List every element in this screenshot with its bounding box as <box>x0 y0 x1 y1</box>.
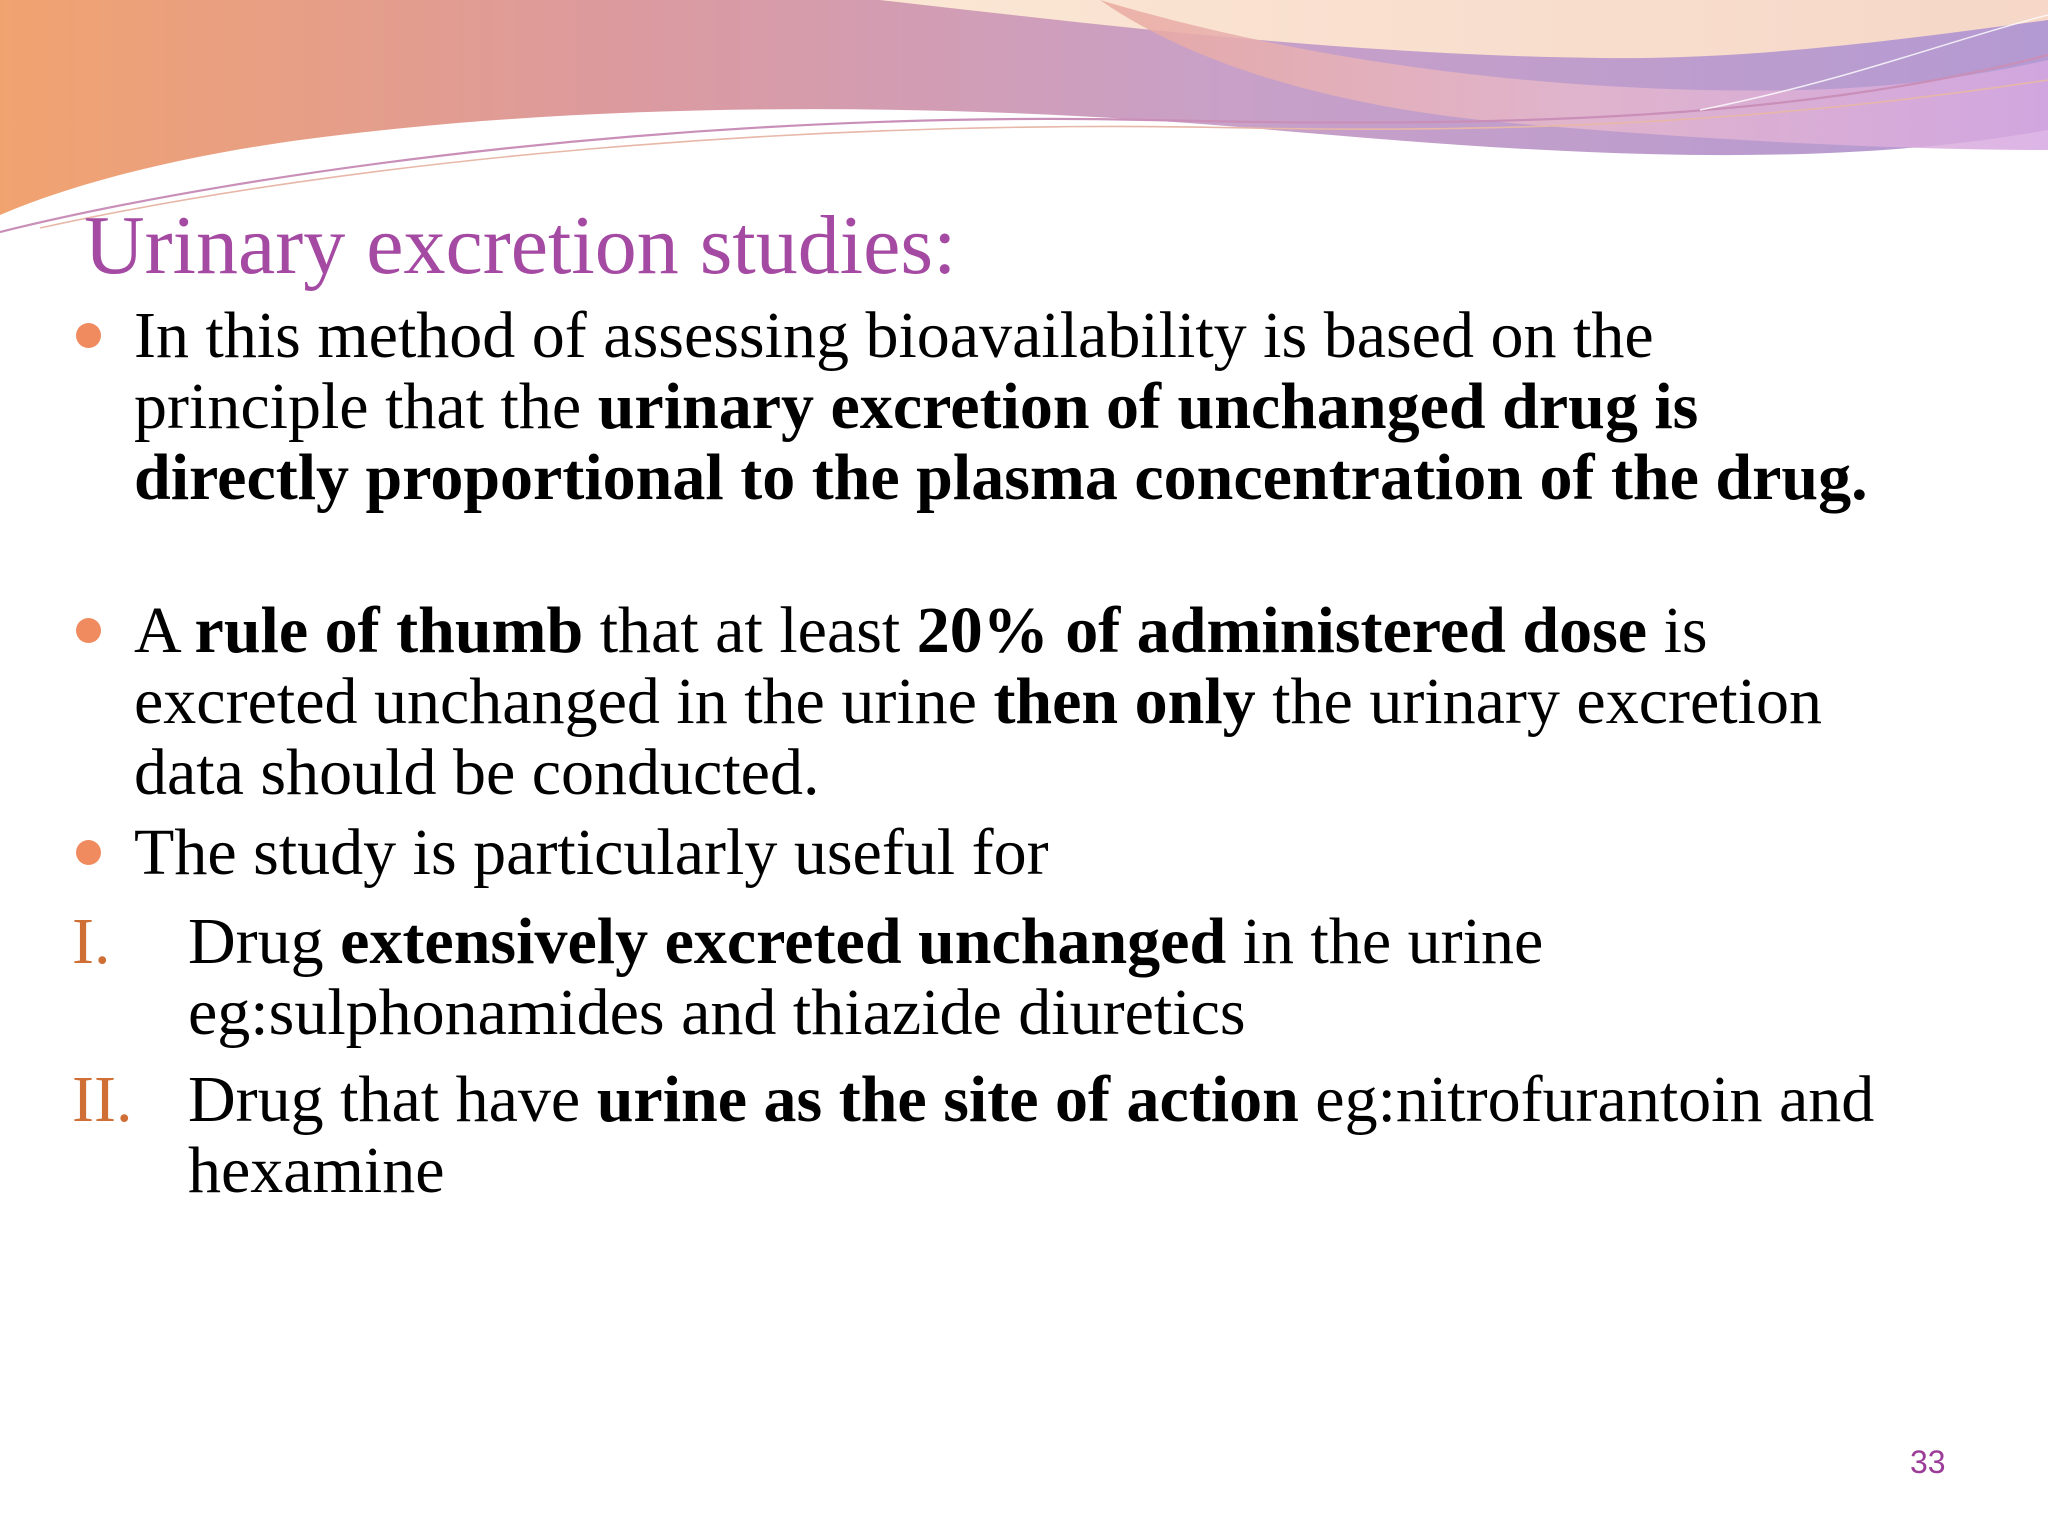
numbered-text: Drug <box>188 905 341 978</box>
numbered-item <box>188 906 1908 1048</box>
numbered-bold-text: urine as the site of action <box>596 1063 1299 1136</box>
bullet-dot-icon <box>76 618 101 643</box>
numbered-text: Drug that have <box>188 1063 597 1136</box>
numbered-text: in the urine eg:sulphonamides and thiazide diuretics <box>188 905 1544 1049</box>
bullet-bold-text: then only <box>993 665 1256 738</box>
numbered-item <box>188 1064 1908 1206</box>
bullet-text: The study is particularly useful for <box>134 816 1049 889</box>
bullet-text: is excreted unchanged in the urine <box>134 594 1708 738</box>
numbered-bold-text: extensively excreted unchanged <box>340 905 1227 978</box>
slide-title: Urinary excretion studies: <box>84 199 957 292</box>
bullet-item <box>134 817 1894 888</box>
bullet-item <box>134 595 1894 808</box>
bullet-text: the urinary excretion data should be conducted. <box>134 665 1822 809</box>
numbered-text: eg:nitrofurantoin and hexamine <box>188 1063 1875 1207</box>
bullet-text: In this method of assessing bioavailability is based on the principle that the <box>134 299 1654 443</box>
bullet-item <box>134 300 1894 513</box>
page-number: 33 <box>1910 1444 1946 1480</box>
bullet-dot-icon <box>76 840 101 865</box>
bullet-text: A <box>134 594 195 667</box>
bullet-text: that at least <box>583 594 917 667</box>
roman-numeral: II. <box>72 1063 133 1136</box>
bullet-dot-icon <box>76 323 101 348</box>
bullet-bold-text: 20% of administered dose <box>916 594 1648 667</box>
bullet-bold-text: urinary excretion of unchanged drug is directly proportional to the plasma concentration of the drug. <box>134 370 1868 514</box>
bullet-bold-text: rule of thumb <box>194 594 584 667</box>
roman-numeral: I. <box>72 905 111 978</box>
